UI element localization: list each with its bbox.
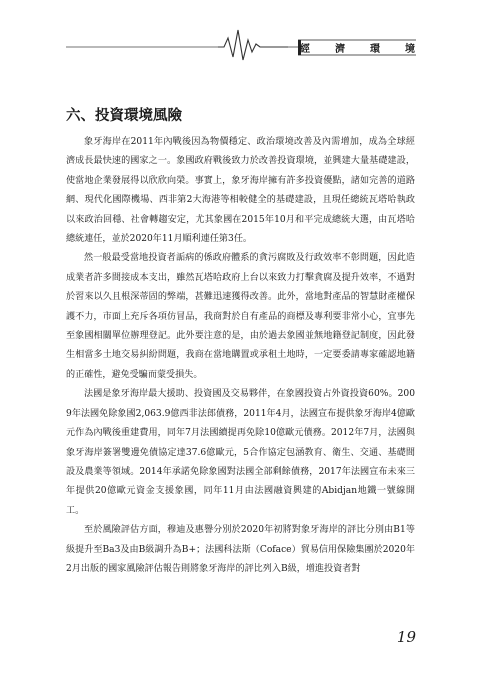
- header-title-char: 境: [405, 44, 415, 55]
- header-title: [300, 40, 415, 55]
- header-title-char: 經: [300, 44, 310, 55]
- page-number: 19: [396, 628, 416, 646]
- header-title-char: 環: [370, 44, 380, 55]
- header-title-char: 濟: [335, 44, 345, 55]
- paragraph: 然一般最受當地投資者詬病的係政府體系的貪污腐敗及行政效率不彰問題，因此造成業者許多間接成本支出，雖然瓦塔哈政府上台以來致力打擊貪腐及提升效率，不過對於習來以久且根深蒂固的弊端，甚難迅速獲得改善。此外，當地對產品的智慧財產權保護不力，市面上充斥各項仿冒品，我商對於自有產品的商標及專利要非常小心，宜事先至象國相關單位辦理登記。此外要注意的是，由於過去象國並無地籍登記制度，因此發生相當多土地交易糾紛問題，我商在當地購置或承租土地時，一定要委請專家確認地籍的正確性，避免受騙而蒙受損失。: [66, 253, 415, 380]
- paragraph: 法國是象牙海岸最大援助、投資國及交易夥伴，在象國投資占外資投資60%。2009年法國免除象國2,063.9億西非法郎債務，2011年4月，法國宣布提供象牙海岸4億歐元作為內戰後重建費用，同年7月法國續提再免除10億歐元債務。2012年7月，法國與象牙海岸簽署雙邊免債協定達37.6億歐元，5合作協定包涵教育、衛生、交通、基礎間設及農業等領域。2014年承諾免除象國對法國全部剩餘債務，2017年法國宣布未來三年提供20億歐元資金支援象國，同年11月由法國融資興建的Abidjan地鐵一號線開工。: [66, 389, 415, 516]
- body-text: [66, 133, 415, 579]
- paragraph: 至於風險評估方面，穆迪及惠譽分別於2020年初將對象牙海岸的評比分別由B1等級提升至Ba3及由B級調升為B+；法國科法斯（Coface）貿易信用保險集團於2020年2月出版的國家風險評估報告則將象牙海岸的評比列入B級，增進投資者對: [66, 525, 415, 574]
- page-header: [0, 0, 480, 70]
- header-heartbeat-line-icon: [0, 0, 480, 70]
- paragraph: 象牙海岸在2011年內戰後因為物價穩定、政治環境改善及內需增加，成為全球經濟成長最快速的國家之一。象國政府戰後致力於改善投資環境，並興建大量基礎建設，使當地企業發展得以欣欣向榮。事實上，象牙海岸擁有許多投資優點，諸如完善的道路網、現代化國際機場、西非第2大海港等相較健全的基礎建設，且現任總統瓦塔哈執政以來政治回穩、社會轉趨安定，尤其象國在2015年10月和平完成總統大選，由瓦塔哈總統連任，並於2020年11月順利連任第3任。: [66, 137, 415, 245]
- section-title: 六、投資環境風險: [66, 108, 182, 124]
